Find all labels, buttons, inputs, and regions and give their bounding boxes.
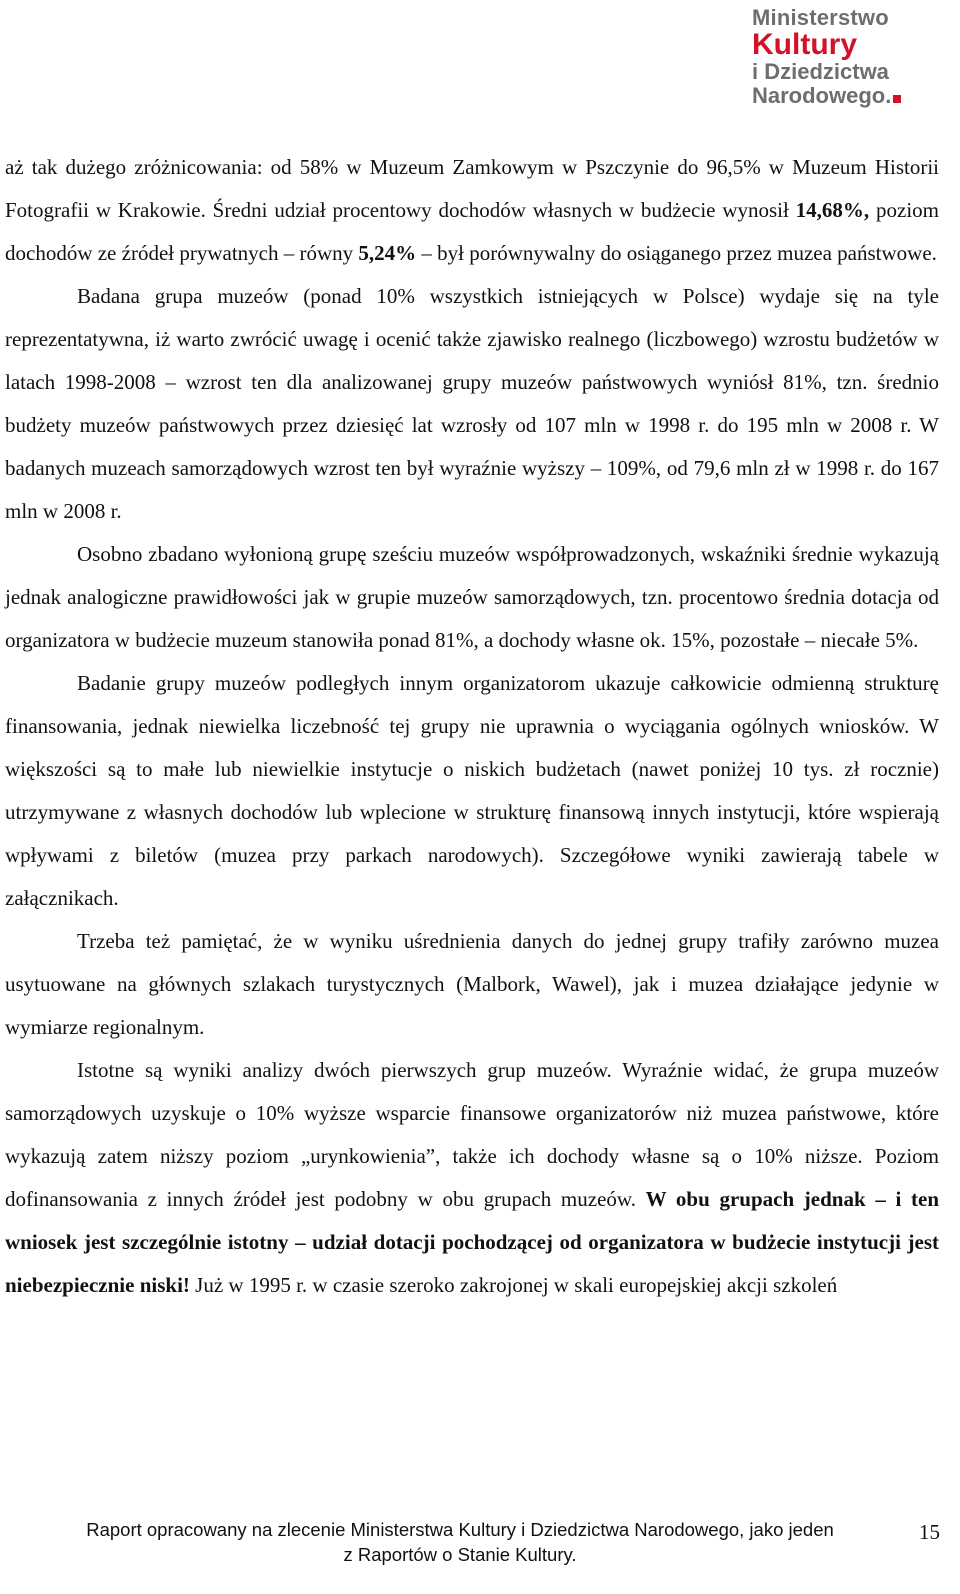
logo-line-ministerstwo: Ministerstwo (752, 5, 889, 30)
footer-line-1: Raport opracowany na zlecenie Ministerstwa Kultury i Dziedzictwa Narodowego, jako jeden (86, 1519, 834, 1540)
p1-bold-2: 5,24% (358, 241, 417, 265)
p1-text-2: poziom dochodów ze źródeł prywatnych – równy (5, 198, 939, 265)
footer-text (30, 1517, 890, 1567)
page-footer (0, 1517, 960, 1577)
logo-line-narodowego (752, 85, 942, 107)
logo-square-icon (893, 95, 901, 103)
paragraph-3: Osobno zbadano wyłonioną grupę sześciu muzeów współprowadzonych, wskaźniki średnie wykazują jednak analogiczne prawidłowości jak w grupie muzeów samorządowych, tzn. procentowo średnia dotacja od organizatora w budżecie muzeum stanowiła ponad 81%, a dochody własne ok. 15%, pozostałe – niecałe 5%. (5, 542, 939, 652)
p6-text-1: Istotne są wyniki analizy dwóch pierwszych grup muzeów. Wyraźnie widać, że grupa muzeów samorządowych uzyskuje o 10% wyższe wsparcie finansowe organizatorów niż muzea państwowe, które wykazują zatem niższy poziom „urynkowienia”, także ich dochody własne są o 10% niższe. Poziom dofinansowania z innych źródeł jest podobny w obu grupach muzeów. (5, 1058, 939, 1211)
paragraph-5: Trzeba też pamiętać, że w wyniku uśrednienia danych do jednej grupy trafiły zarówno muzea usytuowane na głównych szlakach turystycznych (Malbork, Wawel), jak i muzea działające jedynie w wymiarze regionalnym. (5, 929, 939, 1039)
footer-line-2: z Raportów o Stanie Kultury. (343, 1544, 577, 1565)
logo-line-narodowego-text: Narodowego. (752, 83, 892, 108)
logo-line-dziedzictwa: i Dziedzictwa (752, 59, 889, 84)
p1-text-3: – był porównywalny do osiąganego przez muzea państwowe. (416, 241, 937, 265)
page-number: 15 (919, 1520, 940, 1544)
ministry-logo (752, 7, 942, 107)
paragraph-6 (5, 1049, 939, 1307)
p6-text-2: Już w 1995 r. w czasie szeroko zakrojonej w skali europejskiej akcji szkoleń (189, 1273, 838, 1297)
p1-bold-1: 14,68%, (795, 198, 870, 222)
p1-text-1: aż tak dużego zróżnicowania: od 58% w Muzeum Zamkowym w Pszczynie do 96,5% w Muzeum Historii Fotografii w Krakowie. Średni udział procentowy dochodów własnych w budżecie wynosił (5, 155, 939, 222)
paragraph-1 (5, 146, 939, 275)
logo-line-kultury: Kultury (752, 28, 857, 61)
p6-bold-1: W obu grupach jednak – i ten wniosek jest szczególnie istotny – udział dotacji pochodzącej od organizatora w budżecie instytucji jest niebezpiecznie niski! (5, 1187, 939, 1297)
paragraph-2: Badana grupa muzeów (ponad 10% wszystkich istniejących w Polsce) wydaje się na tyle reprezentatywna, iż warto zwrócić uwagę i ocenić także zjawisko realnego (liczbowego) wzrostu budżetów w latach 1998-2008 – wzrost ten dla analizowanej grupy muzeów państwowych wyniósł 81%, tzn. średnio budżety muzeów państwowych przez dziesięć lat wzrosły od 107 mln w 1998 r. do 195 mln w 2008 r. W badanych muzeach samorządowych wzrost ten był wyraźnie wyższy – 109%, od 79,6 mln zł w 1998 r. do 167 mln w 2008 r. (5, 284, 939, 523)
document-body (5, 146, 939, 1307)
paragraph-4: Badanie grupy muzeów podległych innym organizatorom ukazuje całkowicie odmienną strukturę finansowania, jednak niewielka liczebność tej grupy nie uprawnia o wyciągania ogólnych wniosków. W większości są to małe lub niewielkie instytucje o niskich budżetach (nawet poniżej 10 tys. zł rocznie) utrzymywane z własnych dochodów lub wplecione w strukturę finansową innych instytucji, które wspierają wpływami z biletów (muzea przy parkach narodowych). Szczegółowe wyniki zawierają tabele w załącznikach. (5, 671, 939, 910)
